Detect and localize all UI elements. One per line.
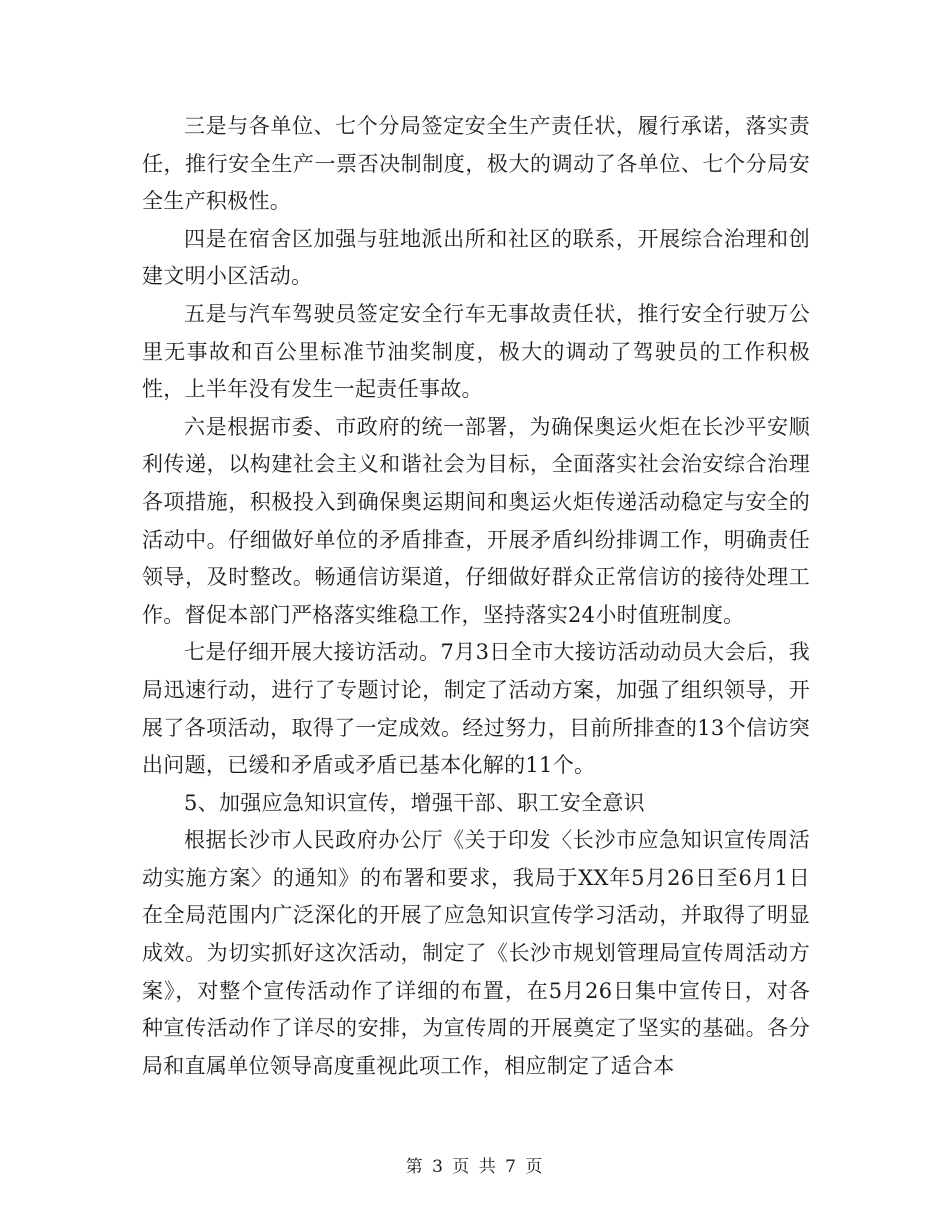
paragraph-3: 三是与各单位、七个分局签定安全生产责任状，履行承诺，落实责任，推行安全生产一票否决制制度，极大的调动了各单位、七个分局安全生产积极性。: [142, 114, 810, 214]
section-heading-5: 5、加强应急知识宣传，增强干部、职工安全意识: [184, 790, 645, 815]
page-number-footer: 第 3 页 共 7 页: [405, 1157, 545, 1177]
paragraph-4: 四是在宿舍区加强与驻地派出所和社区的联系，开展综合治理和创建文明小区活动。: [142, 226, 810, 289]
paragraph-section-5: 根据长沙市人民政府办公厅《关于印发〈长沙市应急知识宣传周活动实施方案〉的通知》的布署和要求，我局于XX年5月26日至6月1日在全局范围内广泛深化的开展了应急知识宣传学习活动，并取得了明显成效。为切实抓好这次活动，制定了《长沙市规划管理局宣传周活动方案》，对整个宣传活动作了详细的布置，在5月26日集中宣传日，对各种宣传活动作了详尽的安排，为宣传周的开展奠定了坚实的基础。各分局和直属单位领导高度重视此项工作，相应制定了适合本: [142, 828, 810, 1078]
paragraph-6: 六是根据市委、市政府的统一部署，为确保奥运火炬在长沙平安顺利传递，以构建社会主义和谐社会为目标，全面落实社会治安综合治理各项措施，积极投入到确保奥运期间和奥运火炬传递活动稳定与安全的活动中。仔细做好单位的矛盾排查，开展矛盾纠纷排调工作，明确责任领导，及时整改。畅通信访渠道，仔细做好群众正常信访的接待处理工作。督促本部门严格落实维稳工作，坚持落实24小时值班制度。: [142, 414, 810, 627]
paragraph-5: 五是与汽车驾驶员签定安全行车无事故责任状，推行安全行驶万公里无事故和百公里标准节油奖制度，极大的调动了驾驶员的工作积极性，上半年没有发生一起责任事故。: [142, 301, 810, 402]
document-body: [142, 108, 810, 1085]
paragraph-7: 七是仔细开展大接访活动。7月3日全市大接访活动动员大会后，我局迅速行动，进行了专题讨论，制定了活动方案，加强了组织领导，开展了各项活动，取得了一定成效。经过努力，目前所排查的13个信访突出问题，已缓和矛盾或矛盾已基本化解的11个。: [142, 640, 810, 778]
